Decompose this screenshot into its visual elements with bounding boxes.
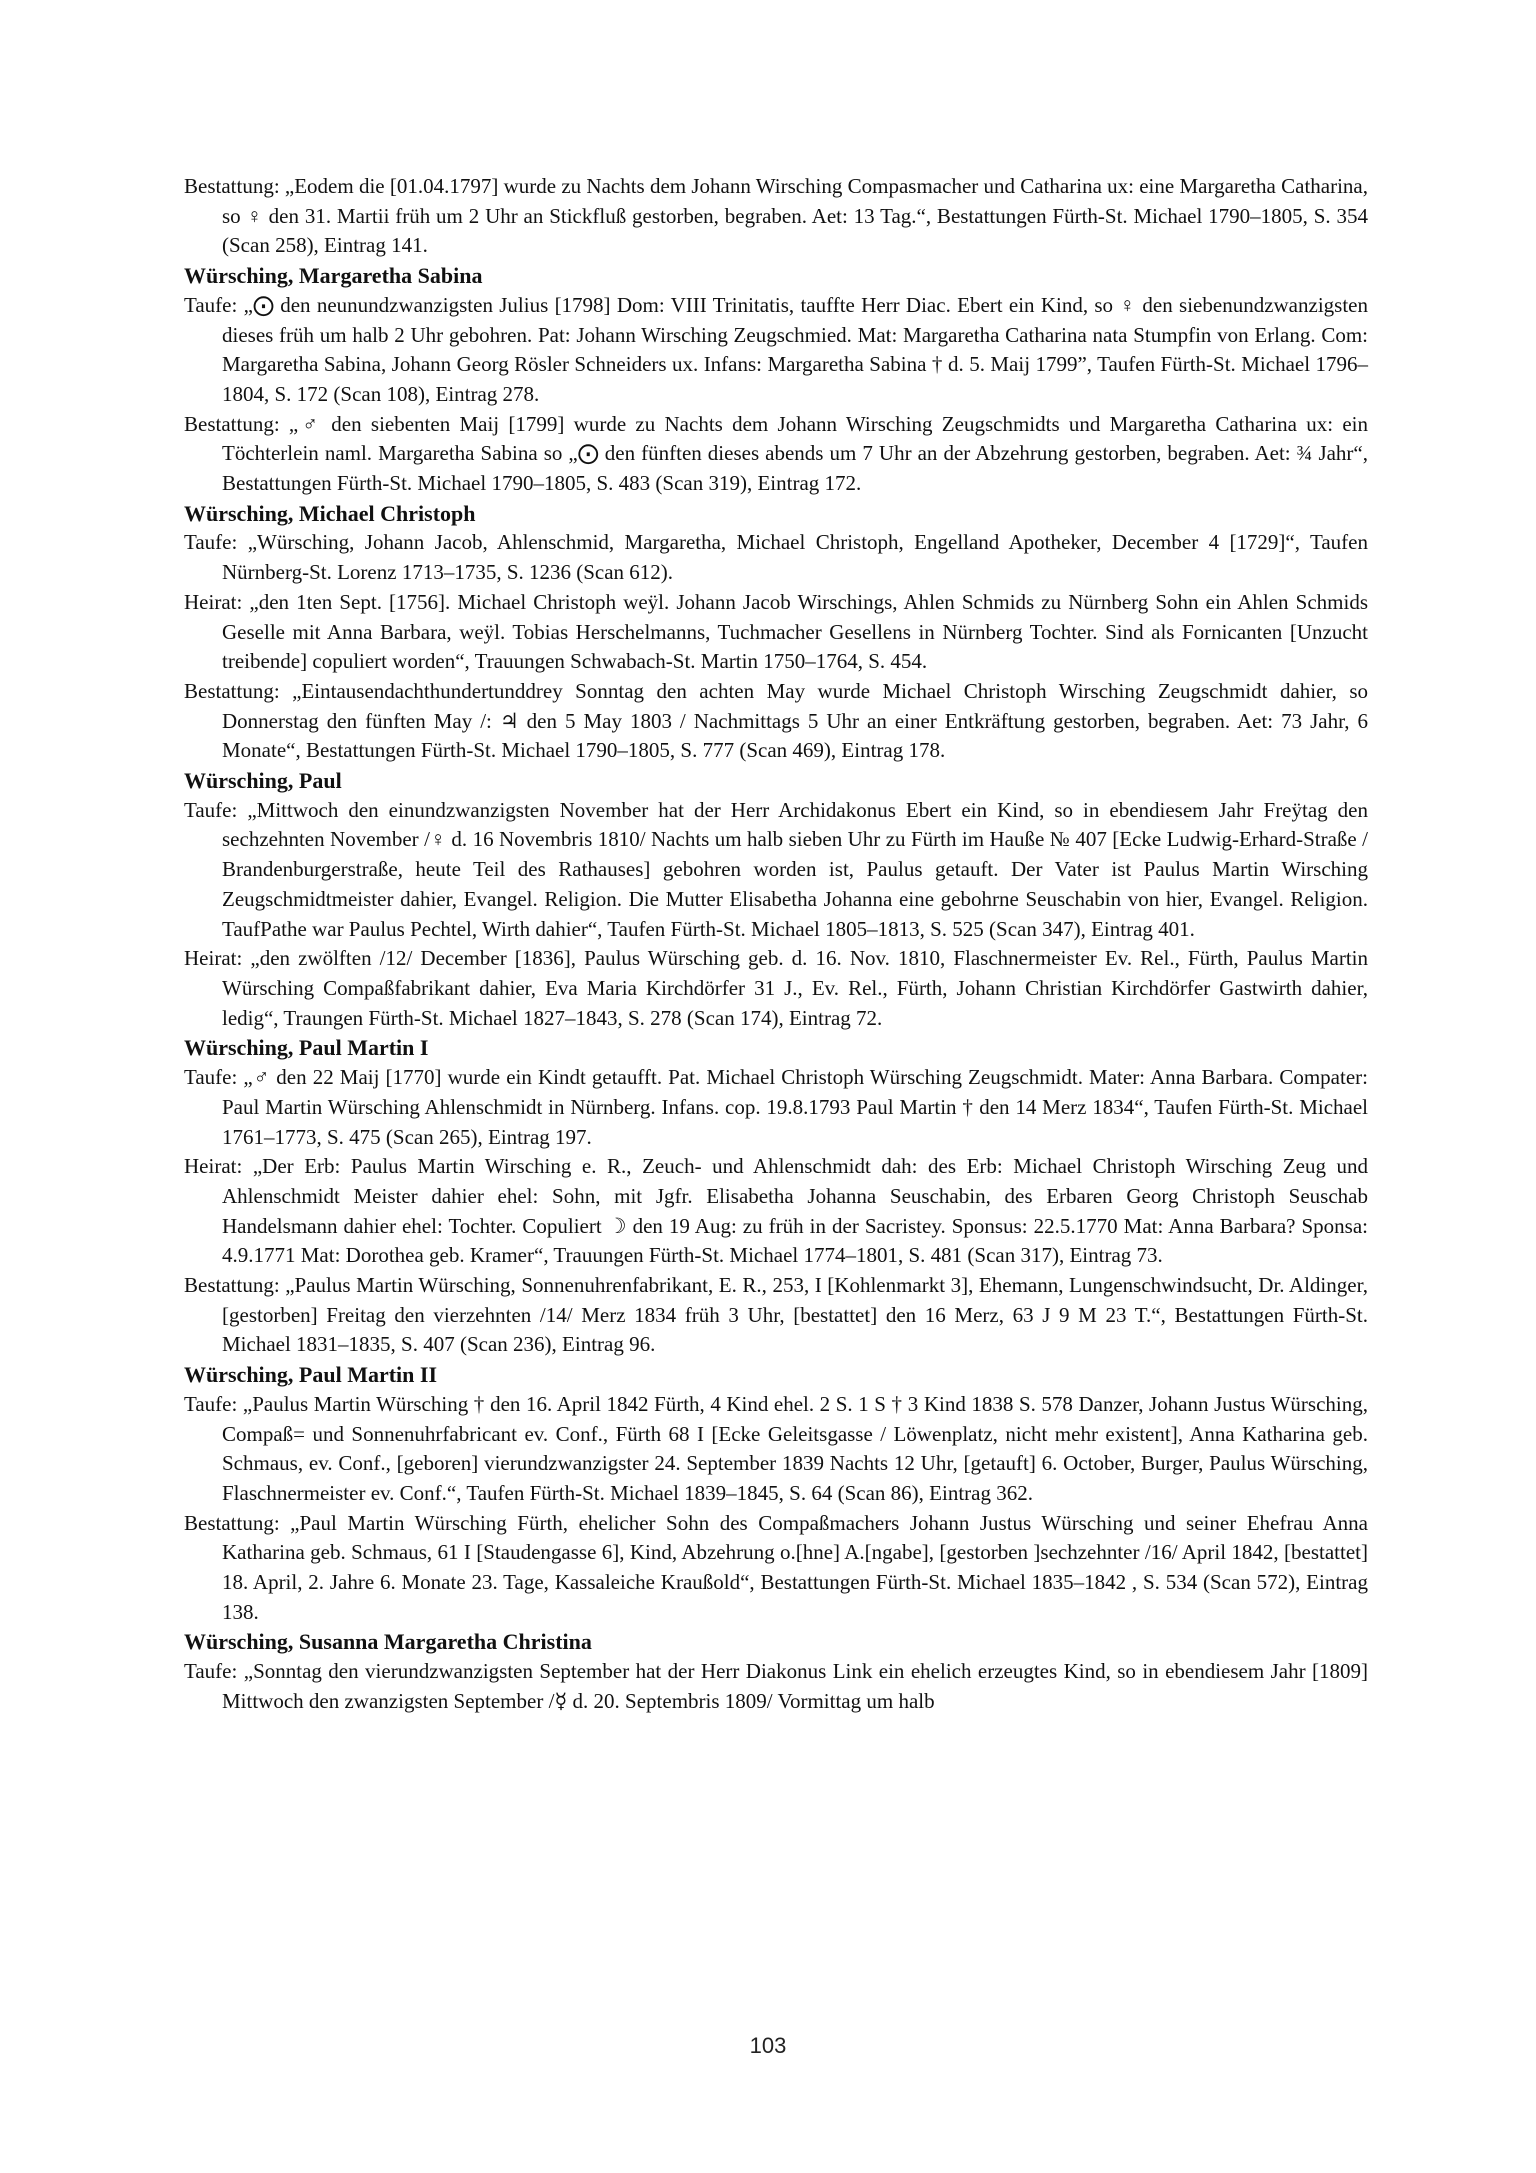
entry-marriage: Heirat: „den 1ten Sept. [1756]. Michael Christoph weÿl. Johann Jacob Wirschings, Ahlen Schmids zu Nürnberg Sohn ein Ahlen Schmids Geselle mit Anna Barbara, weÿl. Tobias Herschelmanns, Tuchmacher Gesellens in Nürnberg Tochter. Sind als Fornicanten [Unzucht treibende] copuliert worden“, Trauungen Schwabach-St. Martin 1750–1764, S. 454. (184, 589, 1368, 674)
entry-marriage: Heirat: „den zwölften /12/ December [1836], Paulus Würsching geb. d. 16. Nov. 1810, Flaschnermeister Ev. Rel., Fürth, Paulus Martin Würsching Compaßfabrikant dahier, Eva Maria Kirchdörfer 31 J., Ev. Rel., Fürth, Johann Christian Kirchdörfer Gastwirth dahier, ledig“, Traungen Fürth-St. Michael 1827–1843, S. 278 (Scan 174), Eintrag 72. (184, 946, 1368, 1030)
entry-baptism: Taufe: „⨀ den neunundzwanzigsten Julius [1798] Dom: VIII Trinitatis, tauffte Herr Diac. Ebert ein Kind, so ♀ den siebenundzwanzigsten dieses früh um halb 2 Uhr gebohren. Pat: Johann Wirsching Zeugschmied. Mat: Margaretha Catharina nata Stumpfin von Erlang. Com: Margaretha Sabina, Johann Georg Rösler Schneiders ux. Infans: Margaretha Sabina † d. 5. Maij 1799”, Taufen Fürth-St. Michael 1796–1804, S. 172 (Scan 108), Eintrag 278. (184, 292, 1368, 406)
page-number: 103 (749, 2033, 787, 2058)
entry-baptism: Taufe: „Mittwoch den einundzwanzigsten November hat der Herr Archidakonus Ebert ein Kind, so in ebendiesem Jahr Freÿtag den sechzehnten November /♀ d. 16 Novembris 1810/ Nachts um halb sieben Uhr zu Fürth im Hauße № 407 [Ecke Ludwig-Erhard-Straße / Brandenburgerstraße, heute Teil des Rathauses] gebohren worden ist, Paulus getauft. Der Vater ist Paulus Martin Wirsching Zeugschmidtmeister dahier, Evangel. Religion. Die Mutter Elisabetha Johanna eine gebohrne Seuschabin von hier, Evangel. Religion. TaufPathe war Paulus Pechtel, Wirth dahier“, Taufen Fürth-St. Michael 1805–1813, S. 525 (Scan 347), Eintrag 401. (184, 797, 1368, 941)
entry-burial-margaretha-catharina: Bestattung: „Eodem die [01.04.1797] wurde zu Nachts dem Johann Wirsching Compasmacher und Catharina ux: eine Margaretha Catharina, so ♀ den 31. Martii früh um 2 Uhr an Stickfluß gestorben, begraben. Aet: 13 Tag.“, Bestattungen Fürth-St. Michael 1790–1805, S. 354 (Scan 258), Eintrag 141. (184, 174, 1368, 258)
person-heading: Würsching, Margaretha Sabina (184, 263, 483, 289)
person-heading: Würsching, Michael Christoph (184, 500, 476, 526)
person-heading: Würsching, Paul Martin II (184, 1362, 438, 1388)
entry-baptism: Taufe: „Paulus Martin Würsching † den 16. April 1842 Fürth, 4 Kind ehel. 2 S. 1 S † 3 Kind 1838 S. 578 Danzer, Johann Justus Würsching, Compaß= und Sonnenuhrfabricant ev. Conf., Fürth 68 I [Ecke Geleitsgasse / Löwenplatz, nicht mehr existent], Anna Katharina geb. Schmaus, ev. Conf., [geboren] vierundzwanzigster 24. September 1839 Nachts 12 Uhr, [getauft] 6. October, Burger, Paulus Würsching, Flaschnermeister ev. Conf.“, Taufen Fürth-St. Michael 1839–1845, S. 64 (Scan 86), Eintrag 362. (184, 1391, 1368, 1505)
person-heading: Würsching, Susanna Margaretha Christina (184, 1629, 592, 1655)
entry-marriage: Heirat: „Der Erb: Paulus Martin Wirsching e. R., Zeuch- und Ahlenschmidt dah: des Erb: Michael Christoph Wirsching Zeug und Ahlenschmidt Meister dahier ehel: Sohn, mit Jgfr. Elisabetha Johanna Seuschabin, des Erbaren Georg Christoph Seuschab Handelsmann dahier ehel: Tochter. Copuliert ☽ den 19 Aug: zu früh in der Sacristey. Sponsus: 22.5.1770 Mat: Anna Barbara? Sponsa: 4.9.1771 Mat: Dorothea geb. Kramer“, Trauungen Fürth-St. Michael 1774–1801, S. 481 (Scan 317), Eintrag 73. (184, 1154, 1368, 1268)
person-heading: Würsching, Paul (184, 768, 342, 794)
entry-baptism: Taufe: „♂ den 22 Maij [1770] wurde ein Kindt getaufft. Pat. Michael Christoph Würsching Zeugschmidt. Mater: Anna Barbara. Compater: Paul Martin Würsching Ahlenschmidt in Nürnberg. Infans. cop. 19.8.1793 Paul Martin † den 14 Merz 1834“, Taufen Fürth-St. Michael 1761–1773, S. 475 (Scan 265), Eintrag 197. (184, 1065, 1368, 1149)
entry-burial: Bestattung: „Eintausendachthundertunddrey Sonntag den achten May wurde Michael Christoph Wirsching Zeugschmidt dahier, so Donnerstag den fünften May /: ♃ den 5 May 1803 / Nachmittags 5 Uhr an einer Entkräftung gestorben, begraben. Aet: 73 Jahr, 6 Monate“, Bestattungen Fürth-St. Michael 1790–1805, S. 777 (Scan 469), Eintrag 178. (184, 678, 1368, 763)
entry-burial: Bestattung: „♂ den siebenten Maij [1799] wurde zu Nachts dem Johann Wirsching Zeugschmidts und Margaretha Catharina ux: ein Töchterlein naml. Margaretha Sabina so „⨀ den fünften dieses abends um 7 Uhr an der Abzehrung gestorben, begraben. Aet: ¾ Jahr“, Bestattungen Fürth-St. Michael 1790–1805, S. 483 (Scan 319), Eintrag 172. (184, 411, 1368, 496)
entry-baptism: Taufe: „Würsching, Johann Jacob, Ahlenschmid, Margaretha, Michael Christoph, Engelland Apotheker, December 4 [1729]“, Taufen Nürnberg-St. Lorenz 1713–1735, S. 1236 (Scan 612). (184, 530, 1368, 585)
person-heading: Würsching, Paul Martin I (184, 1035, 429, 1061)
entry-burial: Bestattung: „Paulus Martin Würsching, Sonnenuhrenfabrikant, E. R., 253, I [Kohlenmarkt 3], Ehemann, Lungenschwindsucht, Dr. Aldinger, [gestorben] Freitag den vierzehnten /14/ Merz 1834 früh 3 Uhr, [bestattet] den 16 Merz, 63 J 9 M 23 T.“, Bestattungen Fürth-St. Michael 1831–1835, S. 407 (Scan 236), Eintrag 96. (184, 1273, 1368, 1357)
entry-baptism: Taufe: „Sonntag den vierundzwanzigsten September hat der Herr Diakonus Link ein ehelich erzeugtes Kind, so in ebendiesem Jahr [1809] Mittwoch den zwanzigsten September /☿ d. 20. Septembris 1809/ Vormittag um halb (184, 1659, 1368, 1713)
document-page (184, 172, 1368, 1717)
entry-burial: Bestattung: „Paul Martin Würsching Fürth, ehelicher Sohn des Compaßmachers Johann Justus Würsching und seiner Ehefrau Anna Katharina geb. Schmaus, 61 I [Staudengasse 6], Kind, Abzehrung o.[hne] A.[ngabe], [gestorben ]sechzehnter /16/ April 1842, [bestattet] 18. April, 2. Jahre 6. Monate 23. Tage, Kassaleiche Kraußold“, Bestattungen Fürth-St. Michael 1835–1842 , S. 534 (Scan 572), Eintrag 138. (184, 1510, 1368, 1624)
